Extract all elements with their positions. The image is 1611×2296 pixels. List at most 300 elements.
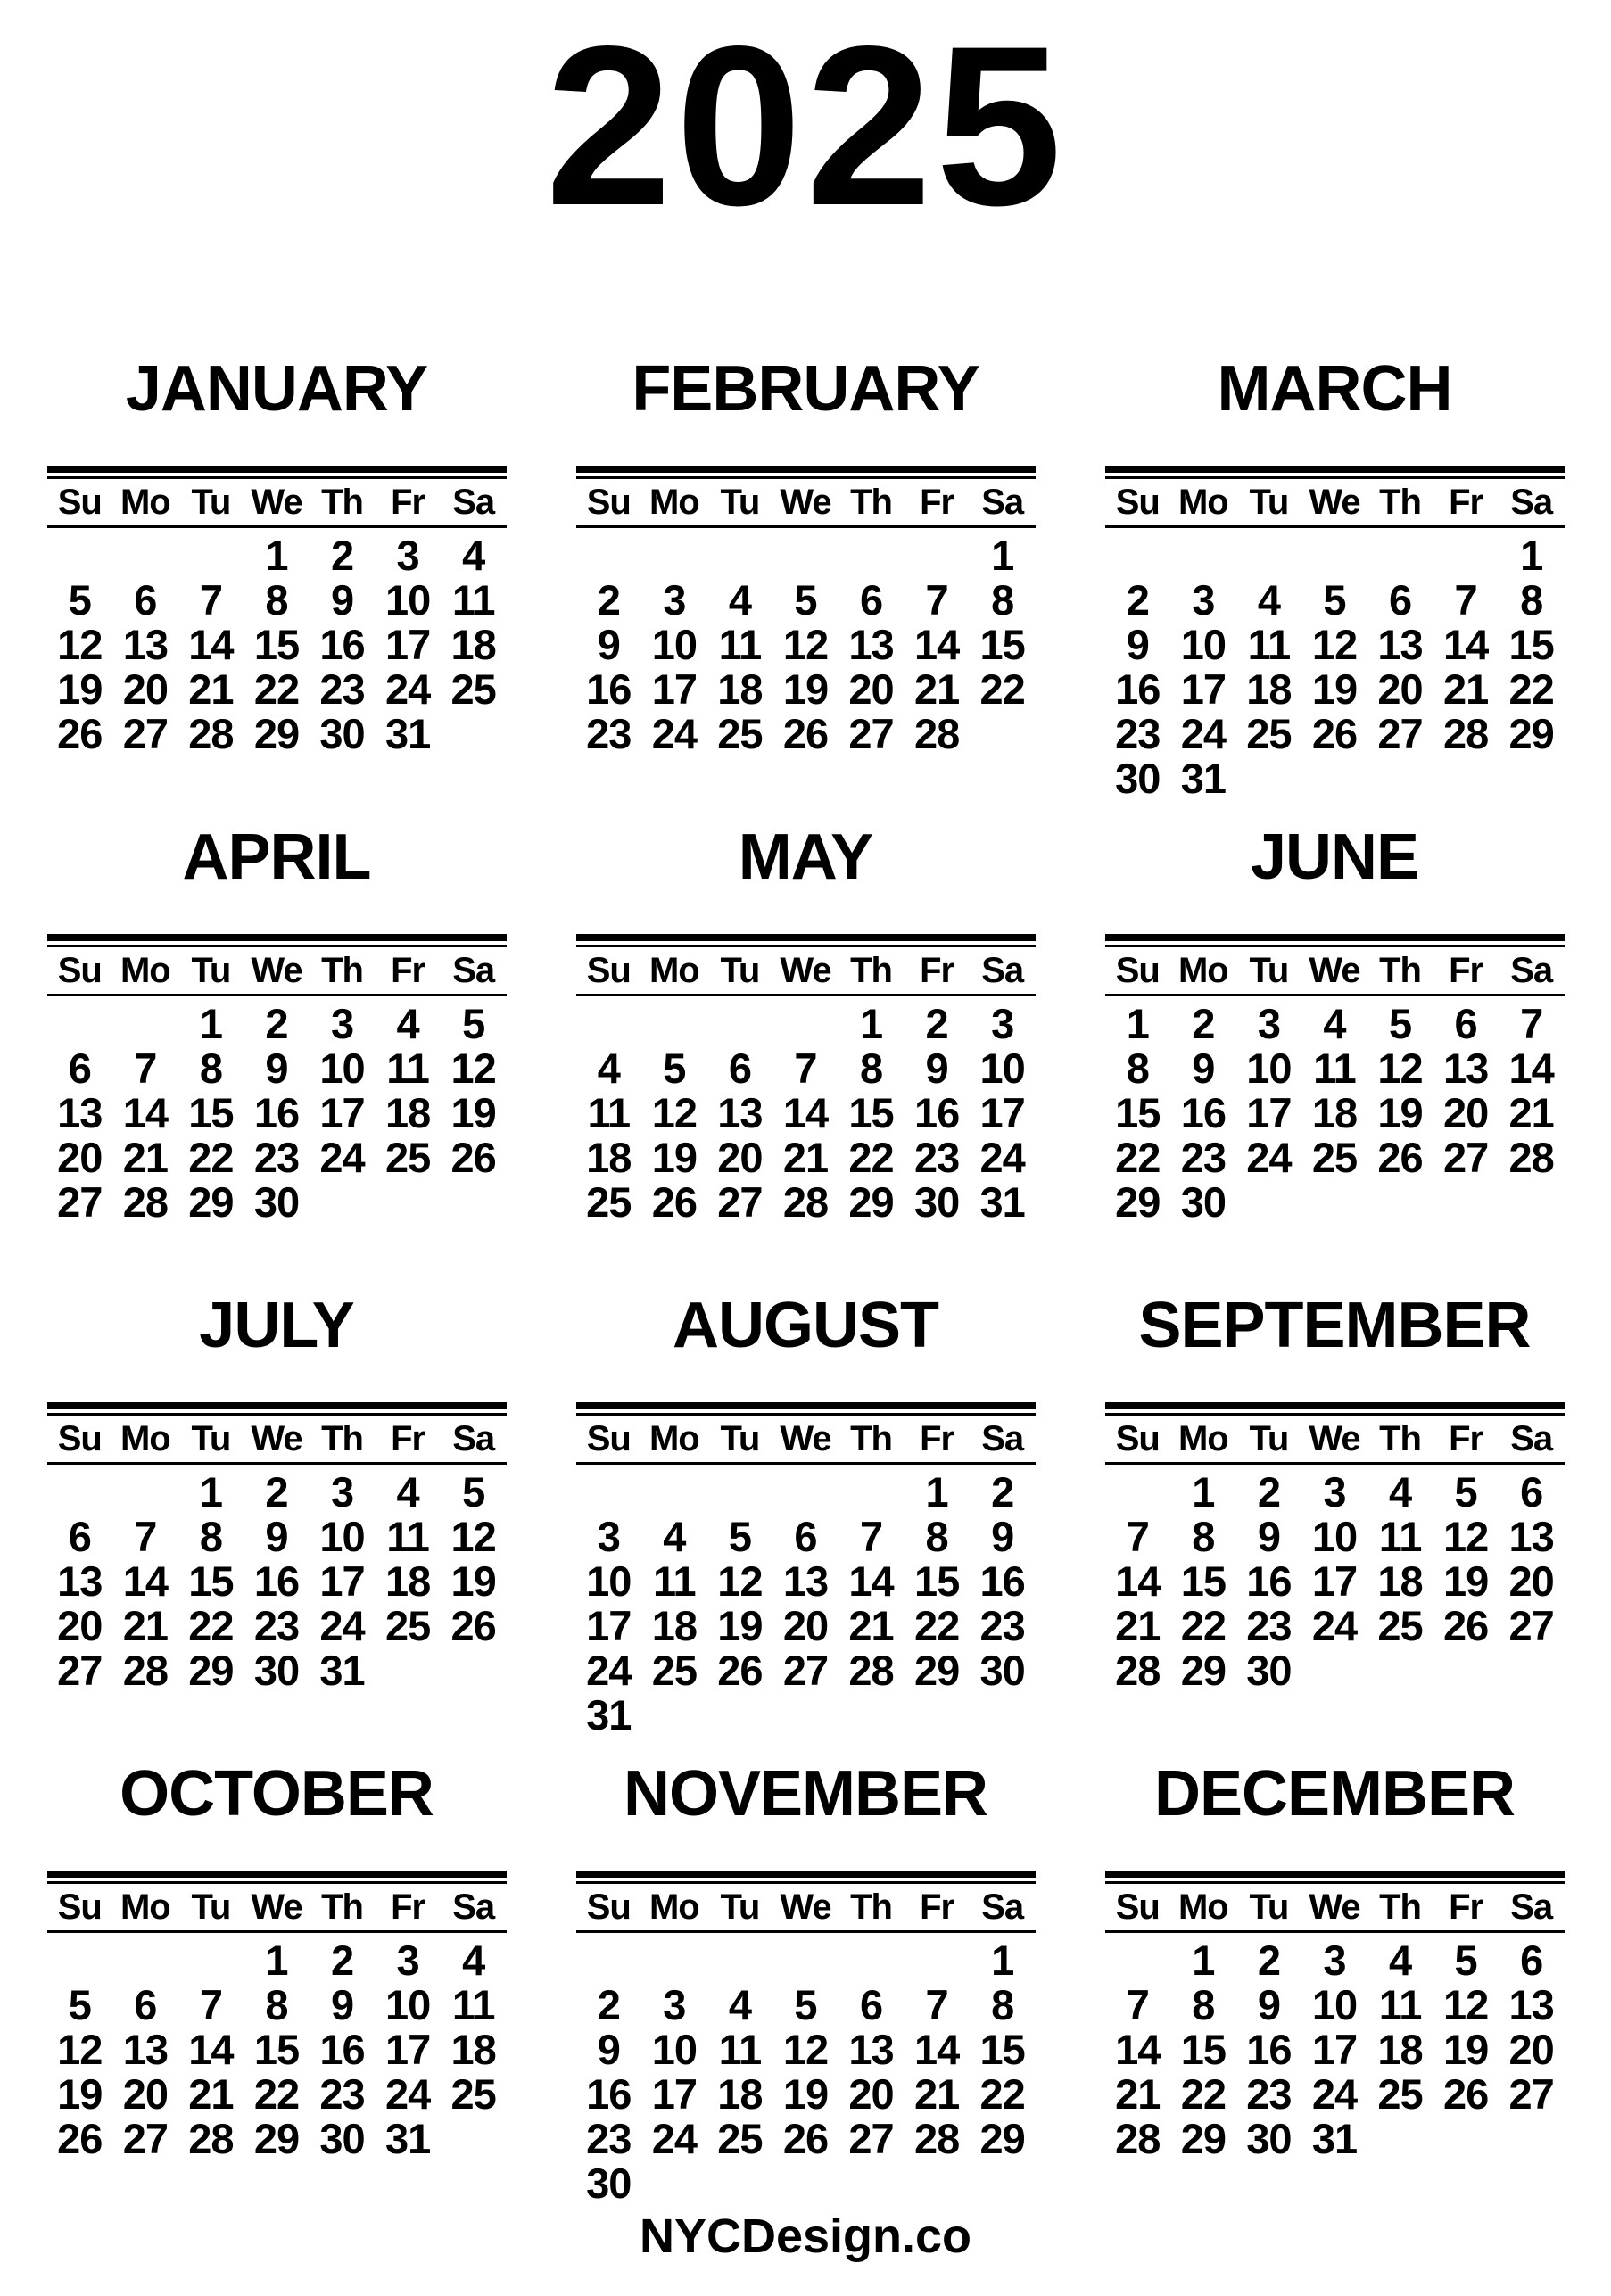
date-cell: 25 xyxy=(586,1178,632,1226)
month-title: JUNE xyxy=(1250,822,1419,893)
weekday-label: Su xyxy=(576,1416,642,1464)
date-cell: 14 xyxy=(1115,1557,1161,1605)
month-february xyxy=(576,334,1036,802)
date-cell: 21 xyxy=(913,665,960,713)
date-cell: 11 xyxy=(718,621,762,668)
weekday-label: Tu xyxy=(707,479,773,527)
date-cell: 19 xyxy=(450,1557,496,1605)
date-cell-empty xyxy=(375,1648,441,1693)
month-december xyxy=(1105,1739,1565,2207)
date-cell-empty xyxy=(839,1693,905,1738)
date-cell: 4 xyxy=(663,1513,686,1560)
weekday-label: Tu xyxy=(707,1884,773,1932)
date-cell: 11 xyxy=(653,1557,696,1605)
date-cell: 3 xyxy=(991,1000,1014,1047)
date-cell: 18 xyxy=(450,621,496,668)
date-cell: 25 xyxy=(1246,710,1292,757)
date-cell: 24 xyxy=(1311,1602,1358,1649)
date-cell: 1 xyxy=(925,1468,948,1516)
weekday-header xyxy=(1105,1416,1565,1464)
date-cell: 27 xyxy=(57,1178,103,1226)
weekday-label: Sa xyxy=(970,1884,1036,1932)
date-cell: 5 xyxy=(1323,576,1346,624)
weekday-label: Fr xyxy=(375,1416,441,1464)
date-cell: 31 xyxy=(979,1178,1025,1226)
date-cell: 22 xyxy=(188,1134,234,1181)
week-row xyxy=(576,1932,1036,1984)
month-title: MAY xyxy=(738,822,873,893)
date-cell: 30 xyxy=(979,1647,1025,1694)
weekday-label: Mo xyxy=(641,479,707,527)
dates-body xyxy=(1105,1932,1565,2162)
date-cell: 20 xyxy=(782,1602,829,1649)
week-row xyxy=(47,527,507,579)
weekday-header-row xyxy=(576,1416,1036,1464)
weekday-label: Tu xyxy=(1236,947,1302,995)
date-cell: 26 xyxy=(1377,1134,1423,1181)
date-cell: 27 xyxy=(848,2115,894,2162)
table-top-double-rule xyxy=(47,934,507,947)
week-row xyxy=(47,1180,507,1225)
date-cell-empty xyxy=(178,527,244,579)
week-row xyxy=(1105,1559,1565,1604)
date-cell: 12 xyxy=(1311,621,1358,668)
week-row xyxy=(47,667,507,712)
date-cell: 18 xyxy=(384,1557,431,1605)
week-row xyxy=(47,2117,507,2161)
date-cell: 29 xyxy=(188,1647,234,1694)
week-row xyxy=(576,1464,1036,1516)
date-cell: 1 xyxy=(991,532,1014,579)
date-cell-empty xyxy=(839,1464,905,1516)
date-cell: 5 xyxy=(1454,1468,1477,1516)
date-cell: 16 xyxy=(913,1089,960,1136)
date-cell: 30 xyxy=(1246,1647,1292,1694)
date-cell: 19 xyxy=(57,665,103,713)
date-cell: 27 xyxy=(1508,2070,1554,2118)
date-cell: 10 xyxy=(651,2026,697,2073)
date-cell: 23 xyxy=(1246,2070,1292,2118)
date-cell: 27 xyxy=(122,2115,168,2162)
date-cell: 19 xyxy=(717,1602,763,1649)
date-cell: 28 xyxy=(913,710,960,757)
date-cell: 31 xyxy=(384,710,431,757)
date-cell-empty xyxy=(1367,756,1433,801)
date-cell: 29 xyxy=(1508,710,1554,757)
table-top-double-rule xyxy=(47,466,507,479)
date-cell: 13 xyxy=(1508,1981,1554,2028)
date-cell: 16 xyxy=(319,621,365,668)
date-cell: 21 xyxy=(1442,665,1489,713)
date-cell: 24 xyxy=(319,1134,365,1181)
month-table xyxy=(576,947,1036,1225)
date-cell: 24 xyxy=(1246,1134,1292,1181)
date-cell: 26 xyxy=(450,1602,496,1649)
date-cell: 23 xyxy=(319,665,365,713)
date-cell: 15 xyxy=(913,1557,960,1605)
dates-body xyxy=(47,1464,507,1694)
date-cell: 10 xyxy=(979,1045,1025,1092)
date-cell: 7 xyxy=(1126,1513,1149,1560)
date-cell: 2 xyxy=(991,1468,1014,1516)
date-cell: 15 xyxy=(979,2026,1025,2073)
date-cell: 4 xyxy=(1257,576,1280,624)
date-cell: 12 xyxy=(782,2026,829,2073)
weekday-label: Mo xyxy=(641,1416,707,1464)
week-row xyxy=(576,1091,1036,1136)
date-cell-empty xyxy=(839,527,905,579)
date-cell: 26 xyxy=(1442,2070,1489,2118)
table-top-double-rule xyxy=(1105,934,1565,947)
date-cell: 29 xyxy=(1180,1647,1226,1694)
date-cell: 4 xyxy=(396,1468,419,1516)
date-cell-empty xyxy=(1301,1648,1367,1693)
weekday-header xyxy=(576,479,1036,527)
weekday-label: Tu xyxy=(178,479,244,527)
date-cell: 24 xyxy=(319,1602,365,1649)
date-cell: 29 xyxy=(253,2115,300,2162)
date-cell-empty xyxy=(772,2161,839,2206)
date-cell: 14 xyxy=(122,1557,168,1605)
date-cell: 29 xyxy=(848,1178,894,1226)
week-row xyxy=(576,1046,1036,1091)
weekday-label: Su xyxy=(47,1884,113,1932)
date-cell: 20 xyxy=(122,665,168,713)
date-cell: 20 xyxy=(1508,1557,1554,1605)
date-cell: 25 xyxy=(717,710,763,757)
date-cell: 18 xyxy=(384,1089,431,1136)
weekday-label: Fr xyxy=(904,1884,970,1932)
date-cell: 3 xyxy=(663,576,686,624)
month-table xyxy=(576,1884,1036,2206)
date-cell: 16 xyxy=(253,1089,300,1136)
date-cell-empty xyxy=(772,527,839,579)
date-cell: 9 xyxy=(1257,1981,1280,2028)
date-cell: 6 xyxy=(68,1513,91,1560)
weekday-label: Mo xyxy=(112,479,178,527)
table-top-double-rule xyxy=(47,1402,507,1416)
date-cell: 26 xyxy=(782,710,829,757)
date-cell: 12 xyxy=(57,621,103,668)
weekday-label: Sa xyxy=(441,479,507,527)
weekday-header-row xyxy=(47,479,507,527)
date-cell: 23 xyxy=(586,2115,632,2162)
weekday-label: Su xyxy=(1105,479,1171,527)
dates-body xyxy=(1105,995,1565,1226)
week-row xyxy=(1105,1932,1565,1984)
date-cell: 17 xyxy=(651,665,697,713)
date-cell: 9 xyxy=(265,1045,288,1092)
date-cell: 12 xyxy=(1442,1513,1489,1560)
date-cell: 28 xyxy=(1115,2115,1161,2162)
date-cell: 6 xyxy=(1388,576,1412,624)
date-cell: 29 xyxy=(1115,1178,1161,1226)
weekday-label: Th xyxy=(310,1416,376,1464)
date-cell-empty xyxy=(904,1693,970,1738)
date-cell: 25 xyxy=(1311,1134,1358,1181)
week-row xyxy=(576,712,1036,756)
date-cell: 29 xyxy=(188,1178,234,1226)
weekday-label: We xyxy=(1301,1416,1367,1464)
dates-body xyxy=(576,1932,1036,2207)
week-row xyxy=(576,2161,1036,2206)
date-cell: 22 xyxy=(979,665,1025,713)
date-cell-empty xyxy=(707,527,773,579)
date-cell-empty xyxy=(1236,527,1302,579)
week-row xyxy=(576,2028,1036,2072)
date-cell: 25 xyxy=(384,1602,431,1649)
date-cell-empty xyxy=(1105,527,1171,579)
date-cell-empty xyxy=(772,1464,839,1516)
date-cell: 18 xyxy=(717,665,763,713)
date-cell-empty xyxy=(641,1693,707,1738)
date-cell: 29 xyxy=(1180,2115,1226,2162)
date-cell: 27 xyxy=(717,1178,763,1226)
month-title: FEBRUARY xyxy=(632,353,979,425)
date-cell: 14 xyxy=(848,1557,894,1605)
week-row xyxy=(576,667,1036,712)
date-cell: 28 xyxy=(782,1178,829,1226)
date-cell: 2 xyxy=(597,576,620,624)
date-cell: 3 xyxy=(1257,1000,1280,1047)
week-row xyxy=(47,1604,507,1648)
date-cell: 21 xyxy=(782,1134,829,1181)
date-cell: 3 xyxy=(1323,1937,1346,1984)
date-cell: 14 xyxy=(913,2026,960,2073)
date-cell: 4 xyxy=(462,532,485,579)
date-cell-empty xyxy=(1499,2117,1565,2161)
date-cell: 18 xyxy=(717,2070,763,2118)
date-cell: 19 xyxy=(1311,665,1358,713)
date-cell-empty xyxy=(1105,1464,1171,1516)
month-table xyxy=(576,1416,1036,1738)
date-cell: 21 xyxy=(848,1602,894,1649)
date-cell: 25 xyxy=(450,665,496,713)
date-cell-empty xyxy=(1499,1648,1565,1693)
dates-body xyxy=(47,995,507,1226)
date-cell: 10 xyxy=(651,621,697,668)
table-top-double-rule xyxy=(1105,466,1565,479)
date-cell: 11 xyxy=(718,2026,762,2073)
week-row xyxy=(1105,527,1565,579)
date-cell: 16 xyxy=(979,1557,1025,1605)
weekday-label: Sa xyxy=(1499,479,1565,527)
date-cell: 19 xyxy=(1442,2026,1489,2073)
date-cell-empty xyxy=(1433,1648,1499,1693)
date-cell: 26 xyxy=(717,1647,763,1694)
date-cell: 19 xyxy=(782,2070,829,2118)
week-row xyxy=(47,1559,507,1604)
date-cell: 22 xyxy=(979,2070,1025,2118)
date-cell: 2 xyxy=(597,1981,620,2028)
month-june xyxy=(1105,802,1565,1270)
date-cell: 12 xyxy=(1442,1981,1489,2028)
date-cell: 29 xyxy=(979,2115,1025,2162)
weekday-label: Mo xyxy=(112,1884,178,1932)
date-cell-empty xyxy=(1433,1180,1499,1225)
date-cell: 15 xyxy=(253,621,300,668)
date-cell: 24 xyxy=(651,2115,697,2162)
date-cell-empty xyxy=(641,995,707,1047)
weekday-label: Su xyxy=(576,479,642,527)
date-cell: 22 xyxy=(913,1602,960,1649)
date-cell: 12 xyxy=(651,1089,697,1136)
weekday-header-row xyxy=(47,1884,507,1932)
date-cell: 24 xyxy=(384,665,431,713)
date-cell: 6 xyxy=(68,1045,91,1092)
month-july xyxy=(47,1270,507,1739)
weekday-label: Su xyxy=(576,1884,642,1932)
date-cell-empty xyxy=(772,1693,839,1738)
date-cell-empty xyxy=(1499,756,1565,801)
date-cell: 1 xyxy=(265,532,288,579)
weekday-label: Fr xyxy=(904,1416,970,1464)
date-cell: 12 xyxy=(717,1557,763,1605)
date-cell: 23 xyxy=(1115,710,1161,757)
date-cell: 6 xyxy=(134,576,157,624)
weekday-label: Tu xyxy=(707,1416,773,1464)
date-cell: 6 xyxy=(1454,1000,1477,1047)
date-cell: 17 xyxy=(1311,1557,1358,1605)
date-cell-empty xyxy=(1367,1648,1433,1693)
date-cell: 7 xyxy=(1126,1981,1149,2028)
date-cell-empty xyxy=(707,1464,773,1516)
date-cell-empty xyxy=(970,1693,1036,1738)
table-top-double-rule xyxy=(47,1871,507,1884)
date-cell: 7 xyxy=(199,1981,222,2028)
date-cell: 6 xyxy=(794,1513,817,1560)
date-cell: 7 xyxy=(794,1045,817,1092)
date-cell: 9 xyxy=(1192,1045,1215,1092)
date-cell: 17 xyxy=(1246,1089,1292,1136)
date-cell: 24 xyxy=(1311,2070,1358,2118)
date-cell: 23 xyxy=(586,710,632,757)
date-cell: 27 xyxy=(848,710,894,757)
weekday-header xyxy=(47,947,507,995)
date-cell: 2 xyxy=(1257,1937,1280,1984)
date-cell: 31 xyxy=(1311,2115,1358,2162)
date-cell: 5 xyxy=(794,576,817,624)
date-cell: 2 xyxy=(330,532,354,579)
weekday-label: Su xyxy=(576,947,642,995)
date-cell: 7 xyxy=(199,576,222,624)
week-row xyxy=(576,1604,1036,1648)
date-cell: 2 xyxy=(1257,1468,1280,1516)
date-cell-empty xyxy=(1367,1180,1433,1225)
date-cell: 14 xyxy=(1442,621,1489,668)
weekday-label: We xyxy=(244,947,310,995)
date-cell: 1 xyxy=(1520,532,1543,579)
date-cell: 4 xyxy=(1388,1937,1412,1984)
weekday-label: Th xyxy=(1367,947,1433,995)
date-cell: 3 xyxy=(1192,576,1215,624)
weekday-label: Fr xyxy=(375,947,441,995)
week-row xyxy=(1105,1604,1565,1648)
date-cell: 1 xyxy=(199,1000,222,1047)
weekday-label: Su xyxy=(47,1416,113,1464)
weekday-label: Tu xyxy=(1236,1884,1302,1932)
date-cell: 10 xyxy=(1180,621,1226,668)
date-cell: 23 xyxy=(1180,1134,1226,1181)
date-cell: 16 xyxy=(586,665,632,713)
date-cell: 12 xyxy=(1377,1045,1423,1092)
date-cell: 3 xyxy=(1323,1468,1346,1516)
weekday-header-row xyxy=(1105,947,1565,995)
date-cell-empty xyxy=(707,995,773,1047)
date-cell: 3 xyxy=(597,1513,620,1560)
date-cell: 21 xyxy=(122,1602,168,1649)
month-title: OCTOBER xyxy=(120,1758,434,1829)
date-cell-empty xyxy=(772,1932,839,1984)
week-row xyxy=(1105,578,1565,623)
date-cell: 22 xyxy=(188,1602,234,1649)
date-cell: 4 xyxy=(597,1045,620,1092)
date-cell: 13 xyxy=(122,2026,168,2073)
date-cell: 28 xyxy=(913,2115,960,2162)
date-cell: 30 xyxy=(1115,755,1161,802)
date-cell: 2 xyxy=(1126,576,1149,624)
date-cell: 1 xyxy=(265,1937,288,1984)
date-cell: 12 xyxy=(450,1513,496,1560)
date-cell: 16 xyxy=(319,2026,365,2073)
date-cell: 20 xyxy=(57,1602,103,1649)
week-row xyxy=(576,1693,1036,1738)
week-row xyxy=(576,995,1036,1047)
month-table xyxy=(1105,1884,1565,2161)
date-cell: 25 xyxy=(384,1134,431,1181)
date-cell: 19 xyxy=(57,2070,103,2118)
date-cell: 31 xyxy=(586,1691,632,1739)
month-title: AUGUST xyxy=(673,1290,938,1361)
date-cell-empty xyxy=(1499,1180,1565,1225)
date-cell: 8 xyxy=(265,576,288,624)
weekday-header-row xyxy=(1105,1416,1565,1464)
weekday-label: Mo xyxy=(1170,479,1236,527)
date-cell: 3 xyxy=(396,1937,419,1984)
weekday-label: Su xyxy=(47,947,113,995)
date-cell: 7 xyxy=(859,1513,883,1560)
date-cell: 14 xyxy=(188,621,234,668)
month-april xyxy=(47,802,507,1270)
date-cell: 14 xyxy=(913,621,960,668)
month-table xyxy=(576,479,1036,756)
date-cell: 7 xyxy=(925,1981,948,2028)
weekday-label: Tu xyxy=(1236,479,1302,527)
months-grid xyxy=(0,334,1611,2207)
date-cell: 25 xyxy=(1377,2070,1423,2118)
weekday-label: Su xyxy=(1105,1884,1171,1932)
week-row xyxy=(47,2072,507,2117)
date-cell: 9 xyxy=(330,576,354,624)
date-cell: 20 xyxy=(848,665,894,713)
date-cell: 1 xyxy=(199,1468,222,1516)
date-cell: 9 xyxy=(925,1045,948,1092)
date-cell: 9 xyxy=(991,1513,1014,1560)
date-cell: 10 xyxy=(586,1557,632,1605)
weekday-label: Th xyxy=(839,1416,905,1464)
date-cell: 13 xyxy=(848,621,894,668)
date-cell-empty xyxy=(375,1180,441,1225)
date-cell: 28 xyxy=(1115,1647,1161,1694)
date-cell: 7 xyxy=(1454,576,1477,624)
weekday-header xyxy=(576,1416,1036,1464)
month-october xyxy=(47,1739,507,2207)
date-cell: 15 xyxy=(1180,2026,1226,2073)
month-table xyxy=(47,1416,507,1693)
date-cell: 13 xyxy=(1442,1045,1489,1092)
date-cell: 31 xyxy=(1180,755,1226,802)
date-cell: 30 xyxy=(586,2160,632,2207)
